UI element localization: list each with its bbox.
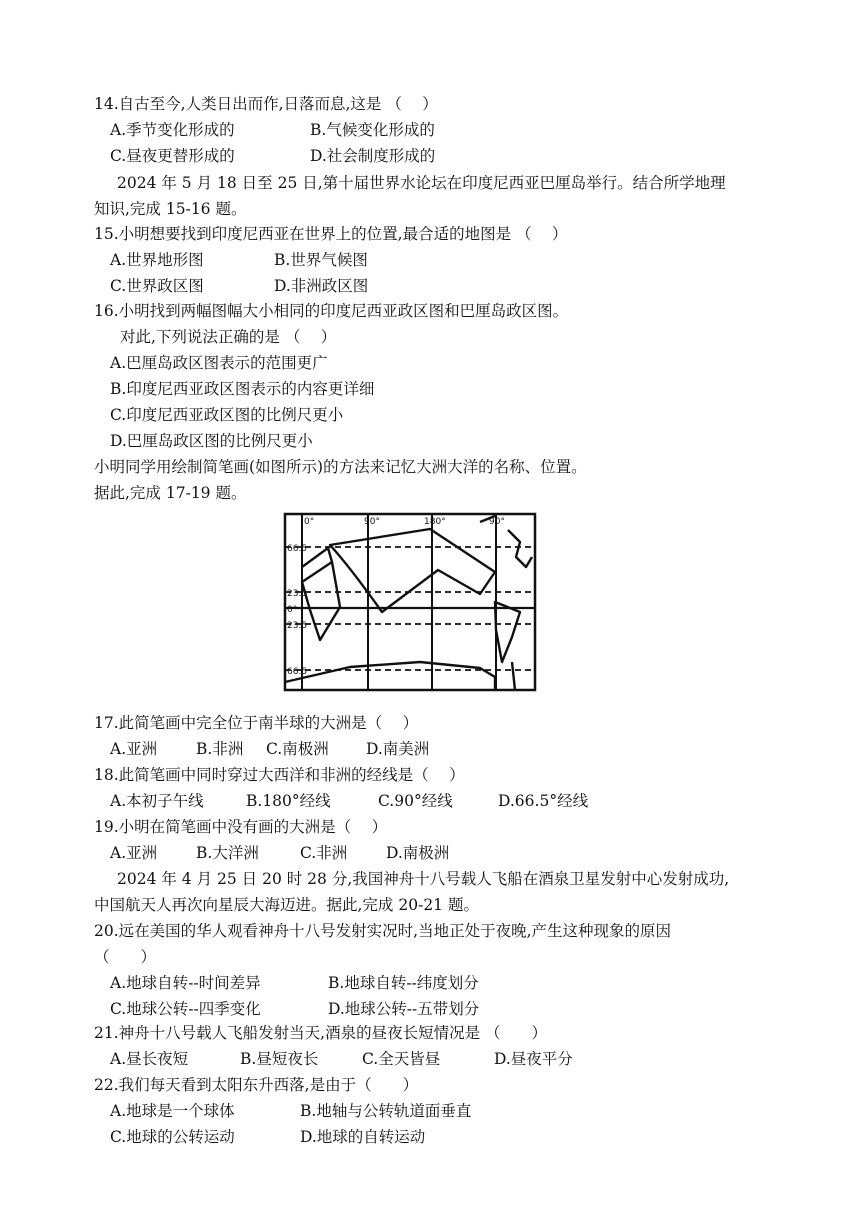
q15-option-c: C.世界政区图: [110, 277, 204, 295]
q17-option-c: C.南极洲: [266, 740, 329, 758]
q16-option-c: C.印度尼西亚政区图的比例尺更小: [110, 406, 344, 424]
lat-label-equator: 0°: [287, 605, 298, 615]
q19-option-c: C.非洲: [300, 844, 348, 862]
q14-option-d: D.社会制度形成的: [310, 147, 436, 165]
intro20-line2: 中国航天人再次向星辰大海迈进。据此,完成 20-21 题。: [94, 896, 479, 914]
lat-label-66n: 66.5: [287, 544, 308, 554]
intro15-line1: 2024 年 5 月 18 日至 25 日,第十届世界水论坛在印度尼西亚巴厘岛举行。结合所学地理: [117, 174, 726, 192]
q17-stem: 17.此简笔画中完全位于南半球的大洲是（ ）: [94, 714, 419, 732]
q22-option-b: B.地轴与公转轨道面垂直: [300, 1102, 472, 1120]
q16-option-b: B.印度尼西亚政区图表示的内容更详细: [110, 380, 375, 398]
q16-option-a: A.巴厘岛政区图表示的范围更广: [110, 354, 328, 372]
lon-label-0: 0°: [304, 517, 315, 527]
q18-options: [110, 790, 588, 812]
q17-option-d: D.南美洲: [366, 740, 430, 758]
q22-option-a: A.地球是一个球体: [110, 1102, 235, 1120]
q15-option-a: A.世界地形图: [110, 251, 204, 269]
intro17-line2: 据此,完成 17-19 题。: [94, 484, 247, 502]
q17-option-a: A.亚洲: [110, 740, 158, 758]
q16-stem-line2: 对此,下列说法正确的是 （ ）: [120, 328, 337, 346]
lat-label-23n: 23.5: [287, 589, 308, 599]
q21-option-a: A.昼长夜短: [110, 1050, 189, 1068]
lat-label-66s: 66.5: [287, 667, 308, 677]
q20-option-b: B.地球自转--纬度划分: [328, 974, 479, 992]
q22-option-c: C.地球的公转运动: [110, 1128, 235, 1146]
intro15-line2: 知识,完成 15-16 题。: [94, 200, 247, 218]
q15-option-d: D.非洲政区图: [274, 277, 369, 295]
q19-option-b: B.大洋洲: [196, 844, 259, 862]
q14-stem: 14.自古至今,人类日出而作,日落而息,这是 （ ）: [94, 95, 438, 113]
q14-option-c: C.昼夜更替形成的: [110, 147, 235, 165]
q16-option-d: D.巴厘岛政区图的比例尺更小: [110, 432, 313, 450]
q15-stem: 15.小明想要找到印度尼西亚在世界上的位置,最合适的地图是 （ ）: [94, 225, 568, 243]
q22-stem: 22.我们每天看到太阳东升西落,是由于（ ）: [94, 1076, 419, 1094]
lon-label-90w: 90°: [489, 517, 505, 527]
q20-stem-line1: 20.远在美国的华人观看神舟十八号发射实况时,当地正处于夜晚,产生这种现象的原因: [94, 922, 672, 940]
q18-stem: 18.此简笔画中同时穿过大西洋和非洲的经线是（ ）: [94, 766, 465, 784]
q21-option-c: C.全天皆昼: [362, 1050, 441, 1068]
q21-options: [110, 1048, 573, 1070]
lon-label-90e: 90°: [364, 517, 380, 527]
intro17-line1: 小明同学用绘制简笔画(如图所示)的方法来记忆大洲大洋的名称、位置。: [94, 458, 587, 476]
q20-option-d: D.地球公转--五带划分: [328, 1000, 480, 1018]
q19-options: [110, 842, 449, 864]
q15-option-b: B.世界气候图: [274, 251, 368, 269]
q18-option-d: D.66.5°经线: [498, 792, 589, 810]
q18-option-b: B.180°经线: [246, 792, 331, 810]
q19-option-a: A.亚洲: [110, 844, 158, 862]
q21-option-b: B.昼短夜长: [240, 1050, 319, 1068]
q20-option-c: C.地球公转--四季变化: [110, 1000, 261, 1018]
q17-options: [110, 738, 429, 760]
lat-label-23s: 23.5: [287, 621, 308, 631]
q18-option-c: C.90°经线: [378, 792, 453, 810]
q14-option-b: B.气候变化形成的: [310, 121, 435, 139]
q14-option-a: A.季节变化形成的: [110, 121, 235, 139]
continent-sketch-map: [280, 512, 540, 694]
q19-stem: 19.小明在简笔画中没有画的大洲是（ ）: [94, 818, 388, 836]
lon-label-180: 180°: [424, 517, 446, 527]
q19-option-d: D.南极洲: [386, 844, 450, 862]
intro20-line1: 2024 年 4 月 25 日 20 时 28 分,我国神舟十八号载人飞船在酒泉卫星发射中心发射成功,: [117, 870, 730, 888]
q21-option-d: D.昼夜平分: [494, 1050, 573, 1068]
q22-option-d: D.地球的自转运动: [300, 1128, 426, 1146]
q18-option-a: A.本初子午线: [110, 792, 204, 810]
q20-option-a: A.地球自转--时间差异: [110, 974, 261, 992]
q20-stem-line2: （ ）: [94, 948, 157, 966]
q16-stem-line1: 16.小明找到两幅图幅大小相同的印度尼西亚政区图和巴厘岛政区图。: [94, 302, 569, 320]
q17-option-b: B.非洲: [196, 740, 244, 758]
q21-stem: 21.神舟十八号载人飞船发射当天,酒泉的昼夜长短情况是 （ ）: [94, 1024, 548, 1042]
